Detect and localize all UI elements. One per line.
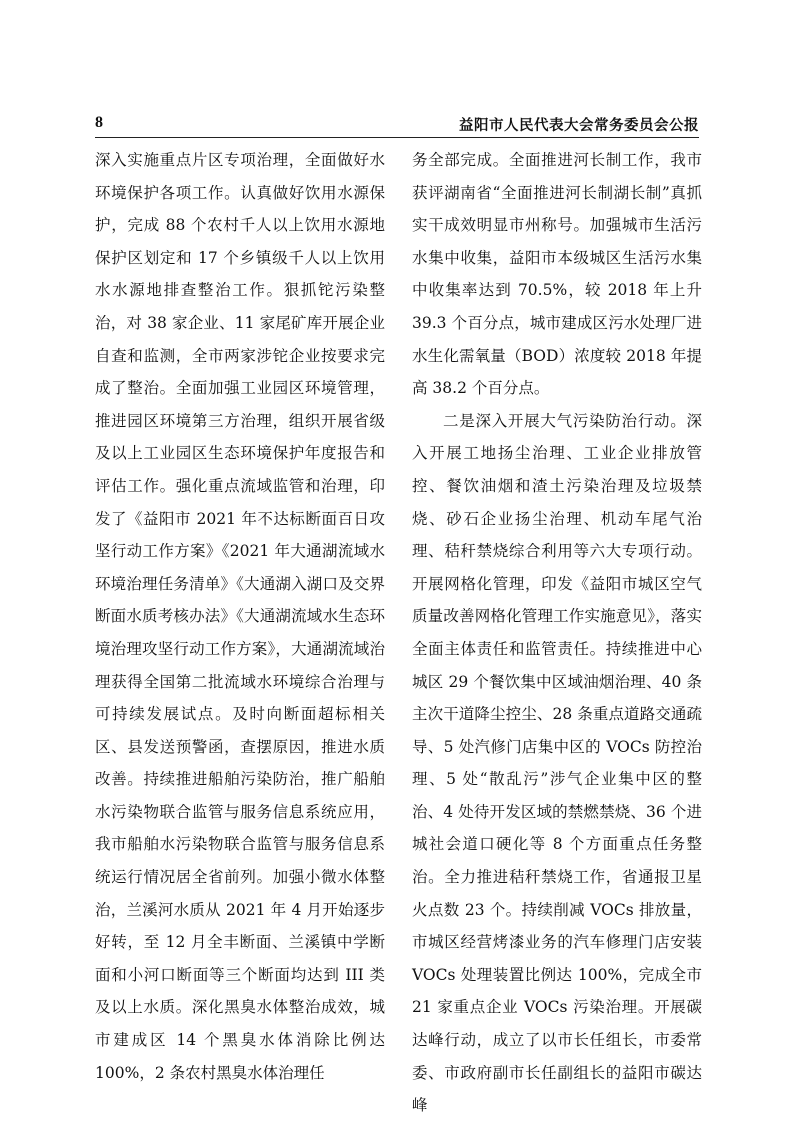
right-paragraph-2: 二是深入开展大气污染防治行动。深入开展工地扬尘治理、工业企业排放管控、餐饮油烟和渣土污染治理及垃圾禁烧、砂石企业扬尘治理、机动车尾气治理、秸秆禁烧综合利用等六大专项行动。开展网格化管理，印发《益阳市城区空气质量改善网格化管理工作实施意见》，落实全面主体责任和监管责任。持续推进中心城区 29 个餐饮集中区域油烟治理、40 条主次干道降尘控尘、28 条重点道路交通疏导、5 处汽修门店集中区的 VOCs 防控治理、5 处“散乱污”涉气企业集中区的整治、4 处待开发区域的禁燃禁烧、36 个进城社会道口硬化等 8 个方面重点任务整治。全力推进秸秆禁烧工作，省通报卫星火点数 23 个。持续削减 VOCs 排放量，市城区经营烤漆业务的汽车修理门店安装 VOCs 处理装置比例达 100%，完成全市 21 家重点企业 VOCs 污染治理。开展碳达峰行动，成立了以市长任组长，市委常委、市政府副市长任副组长的益阳市碳达峰 (412, 411, 702, 1115)
right-paragraph-1: 务全部完成。全面推进河长制工作，我市获评湖南省“全面推进河长制湖长制”真抓实干成效明显市州称号。加强城市生活污水集中收集，益阳市本级城区生活污水集中收集率达到 70.5%，较 2018 年上升 39.3 个百分点，城市建成区污水处理厂进水生化需氧量（BOD）浓度较 2018 年提高 38.2 个百分点。 (412, 151, 702, 398)
journal-title: 益阳市人民代表大会常务委员会公报 (459, 117, 699, 134)
left-column (95, 144, 385, 1089)
page-header (95, 114, 699, 134)
right-column (412, 144, 702, 1122)
page-number: 8 (95, 114, 103, 131)
left-paragraph-1: 深入实施重点片区专项治理，全面做好水环境保护各项工作。认真做好饮用水源保护，完成 88 个农村千人以上饮用水源地保护区划定和 17 个乡镇级千人以上饮用水水源地排查整治工作。狠抓铊污染整治，对 38 家企业、11 家尾矿库开展企业自查和监测，全市两家涉铊企业按要求完成了整治。全面加强工业园区环境管理，推进园区环境第三方治理，组织开展省级及以上工业园区生态环境保护年度报告和评估工作。强化重点流域监管和治理，印发了《益阳市 2021 年不达标断面百日攻坚行动工作方案》《2021 年大通湖流域水环境治理任务清单》《大通湖入湖口及交界断面水质考核办法》《大通湖流域水生态环境治理攻坚行动工作方案》，大通湖流域治理获得全国第二批流域水环境综合治理与可持续发展试点。及时向断面超标相关区、县发送预警函，查摆原因，推进水质改善。持续推进船舶污染防治，推广船舶水污染物联合监管与服务信息系统应用，我市船舶水污染物联合监管与服务信息系统运行情况居全省前列。加强小微水体整治，兰溪河水质从 2021 年 4 月开始逐步好转，至 12 月全丰断面、兰溪镇中学断面和小河口断面等三个断面均达到 III 类及以上水质。深化黑臭水体整治成效，城市建成区 14 个黑臭水体消除比例达 100%，2 条农村黑臭水体治理任 (95, 151, 385, 1082)
header-rule (95, 137, 699, 138)
